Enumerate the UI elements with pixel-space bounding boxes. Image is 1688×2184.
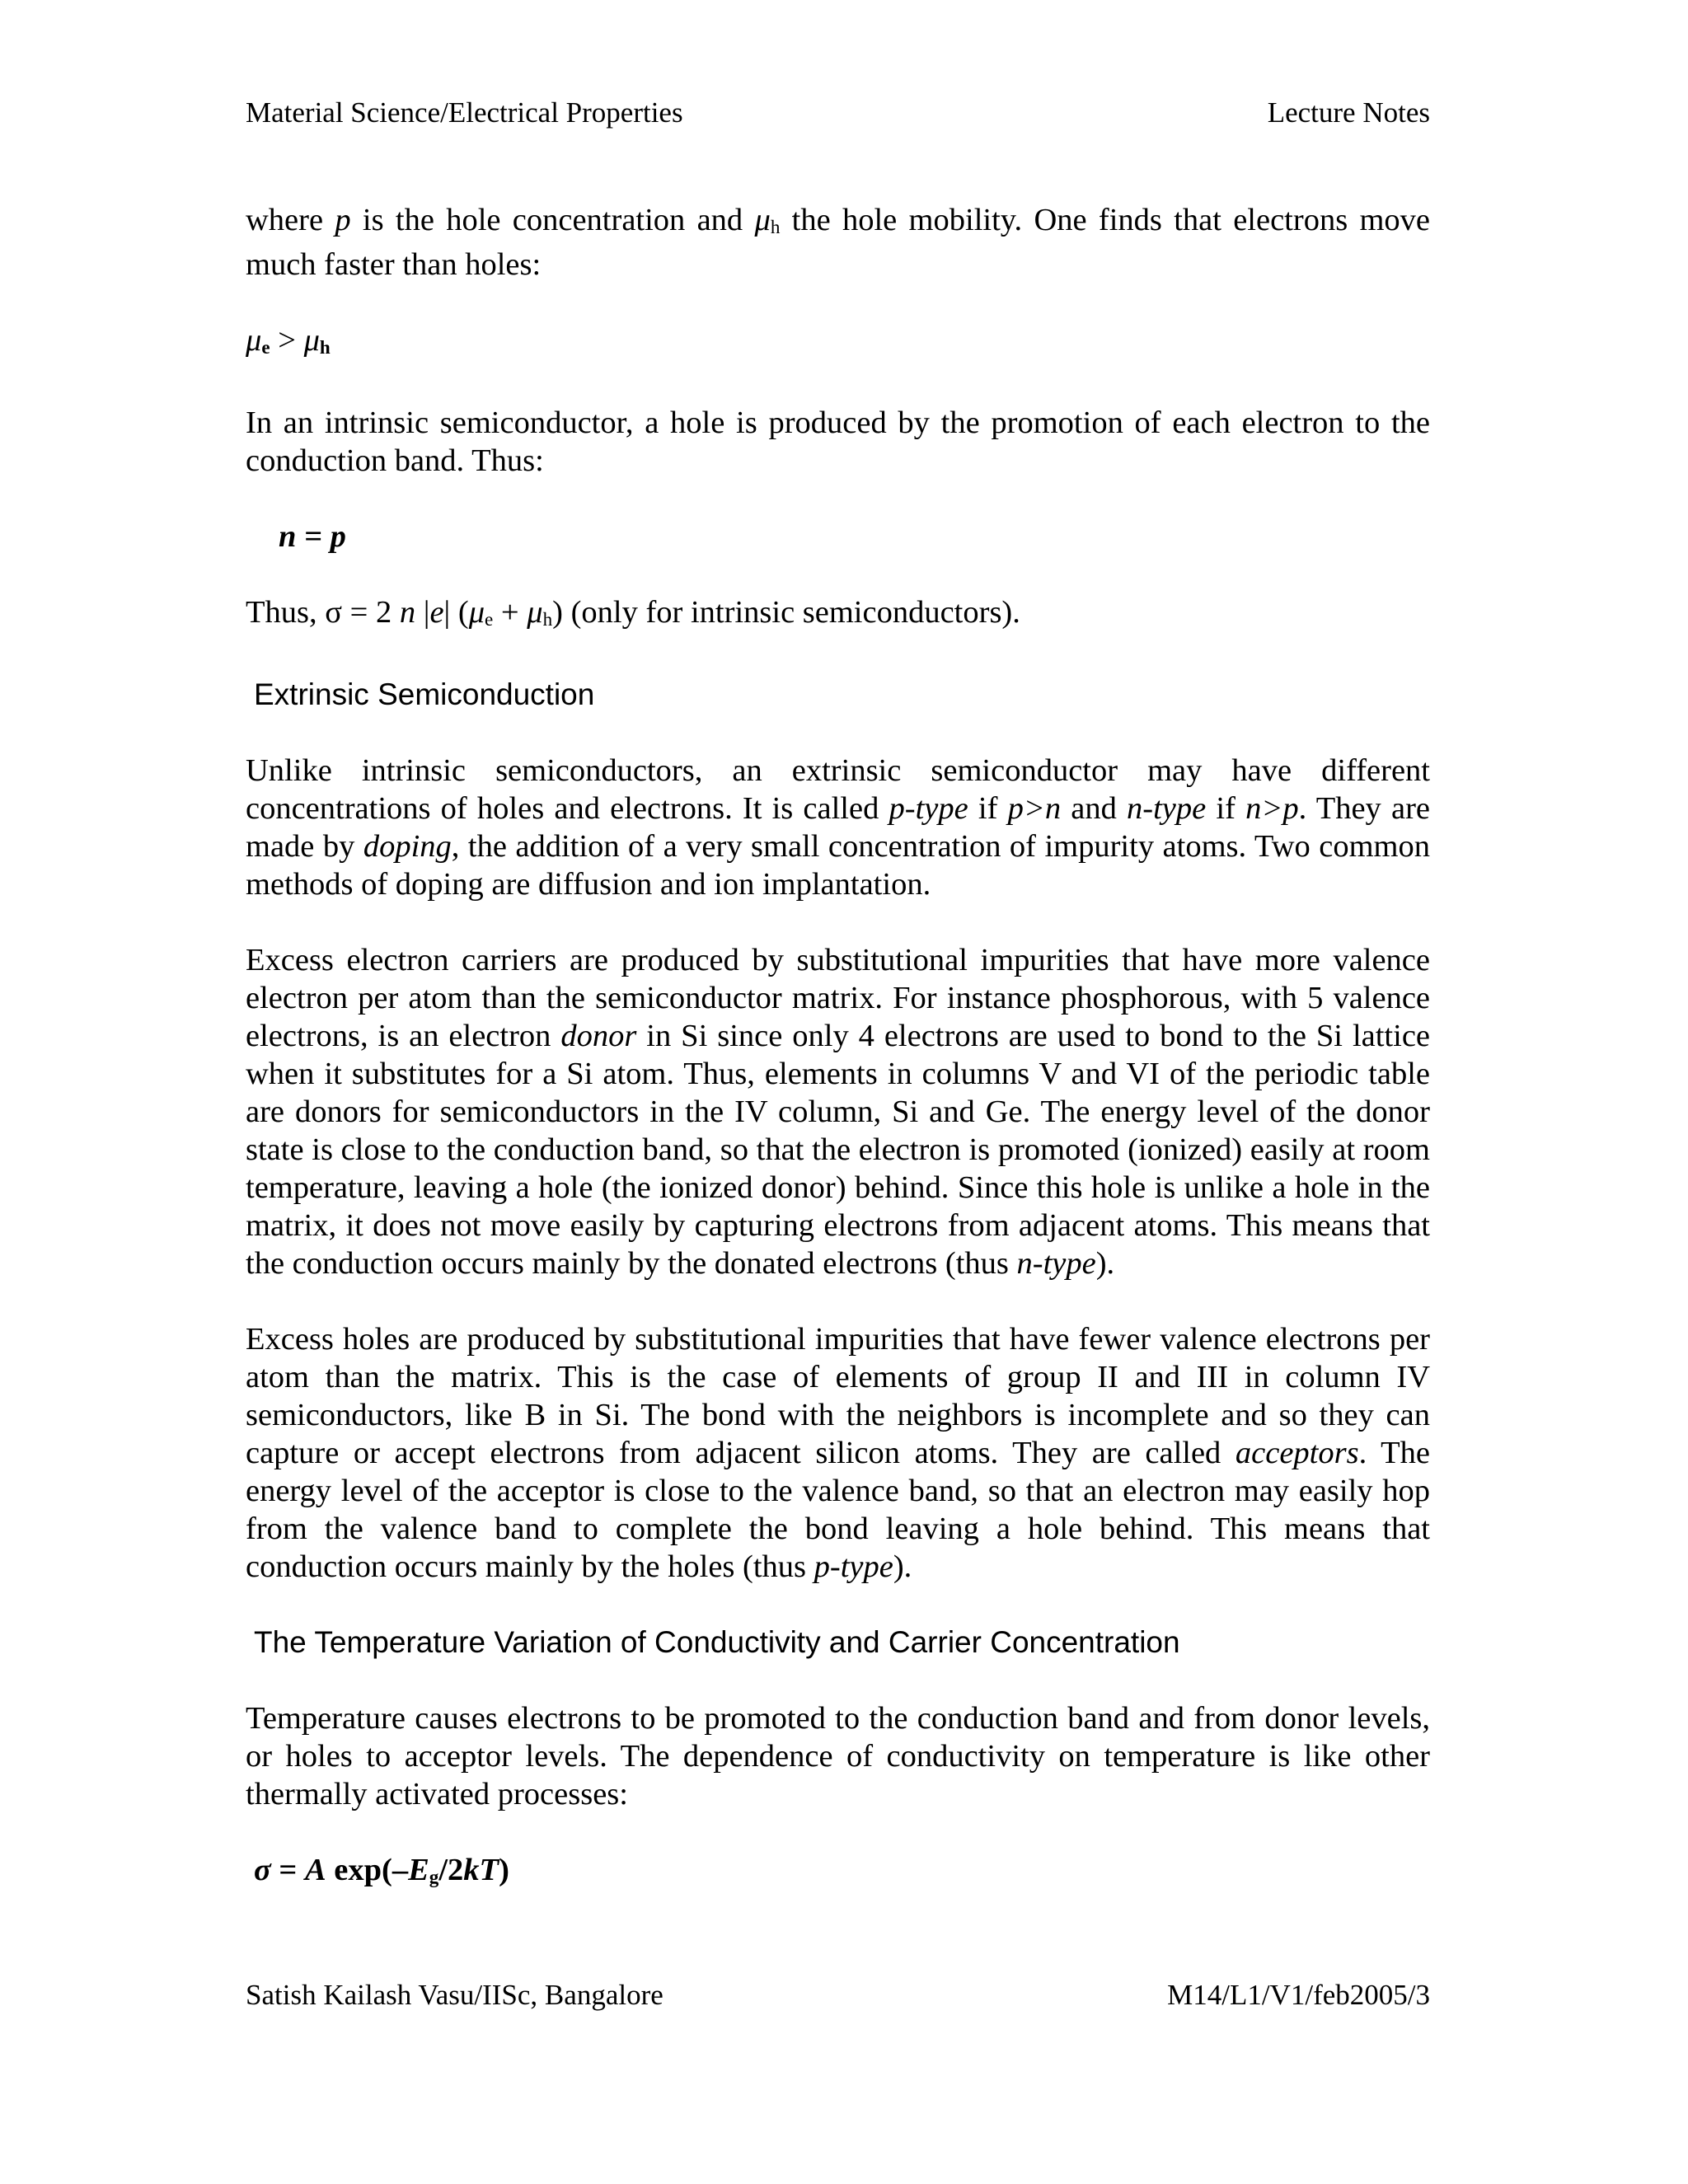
paragraph-temperature-dependence: Temperature causes electrons to be promoted to the conduction band and from donor levels, or holes to acceptor levels. The dependence of conductivity on temperature is like other thermally activated processes: bbox=[246, 1701, 1430, 1812]
paragraph-intrinsic-conductivity: Thus, σ = 2 n |e| (μe + μh) (only for intrinsic semiconductors). bbox=[246, 595, 1020, 630]
paragraph-donors: Excess electron carriers are produced by substitutional impurities that have more valence electron per atom than the semiconductor matrix. For instance phosphorous, with 5 valence electrons, is an electron donor in Si since only 4 electrons are used to bond to the Si lattice when it substitutes for a Si atom. Thus, elements in columns V and VI of the periodic table are donors for semiconductors in the IV column, Si and Ge. The energy level of the donor state is close to the conduction band, so that the electron is promoted (ionized) easily at room temperature, leaving a hole (the ionized donor) behind. Since this hole is unlike a hole in the matrix, it does not move easily by capturing electrons from adjacent atoms. This means that the conduction occurs mainly by the donated electrons (thus n-type). bbox=[246, 943, 1430, 1282]
footer-author: Satish Kailash Vasu/IISc, Bangalore bbox=[246, 1979, 663, 2011]
section-heading-extrinsic: Extrinsic Semiconduction bbox=[254, 677, 595, 712]
paragraph-hole-mobility: where p is the hole concentration and μh the hole mobility. One finds that electrons move much faster than holes: bbox=[246, 203, 1431, 283]
equation-conductivity-temperature: σ = A exp(–Eg/2kT) bbox=[254, 1853, 509, 1888]
section-heading-temperature: The Temperature Variation of Conductivity and Carrier Concentration bbox=[254, 1625, 1180, 1660]
paragraph-acceptors: Excess holes are produced by substitutional impurities that have fewer valence electrons per atom than the matrix. This is the case of elements of group II and III in column IV semiconductors, like B in Si. The bond with the neighbors is incomplete and so they can capture or accept electrons from adjacent silicon atoms. They are called acceptors. The energy level of the acceptor is close to the valence band, so that an electron may easily hop from the valence band to complete the bond leaving a hole behind. This means that conduction occurs mainly by the holes (thus p-type). bbox=[246, 1322, 1430, 1585]
page-body bbox=[246, 201, 1430, 1896]
paragraph-extrinsic-definition: Unlike intrinsic semiconductors, an extrinsic semiconductor may have different concentrations of holes and electrons. It is called p-type if p>n and n-type if n>p. They are made by doping, the addition of a very small concentration of impurity atoms. Two common methods of doping are diffusion and ion implantation. bbox=[246, 753, 1430, 902]
equation-n-equals-p: n = p bbox=[279, 519, 346, 555]
footer-page-code: M14/L1/V1/feb2005/3 bbox=[1167, 1979, 1430, 2011]
equation-mobility-comparison: μe > μh bbox=[246, 323, 331, 359]
header-course-title: Material Science/Electrical Properties bbox=[246, 96, 683, 129]
paragraph-intrinsic-hole: In an intrinsic semiconductor, a hole is produced by the promotion of each electron to the conduction band. Thus: bbox=[246, 405, 1430, 479]
header-doc-type: Lecture Notes bbox=[1267, 96, 1430, 129]
